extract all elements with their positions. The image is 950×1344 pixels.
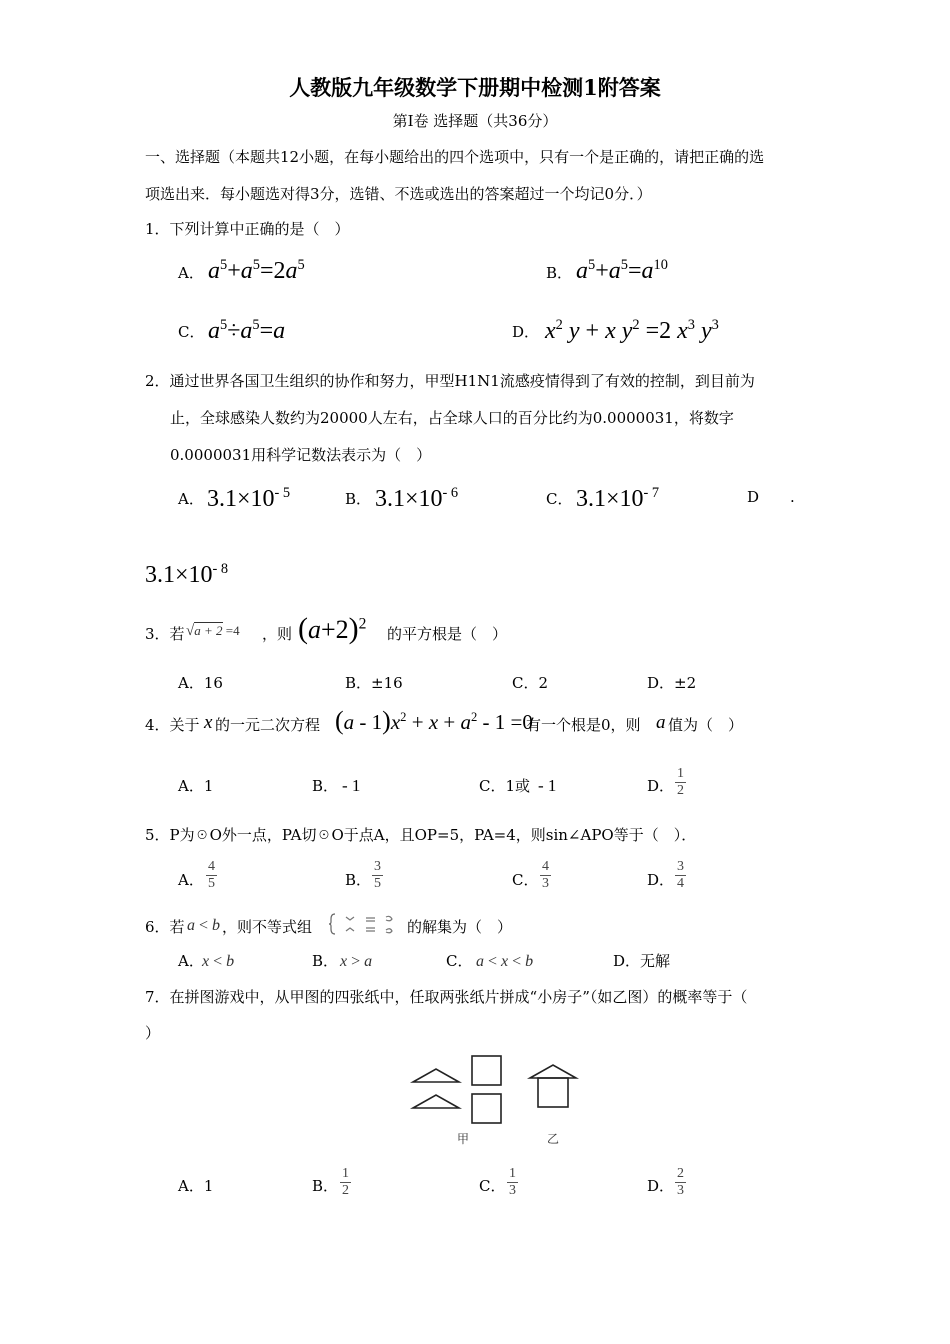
- q6-condition: a < b: [187, 917, 221, 934]
- q2-option-b-label: B．: [345, 490, 372, 508]
- question-3-middle: ，则: [262, 625, 293, 643]
- q6-option-a-label: A．: [178, 952, 204, 970]
- q7-option-d-label: D．: [647, 1177, 675, 1195]
- q4-option-b-value: - 1: [342, 776, 361, 795]
- q2-option-c-formula: $3.1\times 10^{- 7}$: [576, 485, 660, 512]
- q5-option-c-fraction: $\frac{4}{3}$: [542, 859, 549, 892]
- question-4-prefix: 4．关于: [145, 716, 200, 734]
- q1-option-b-label: B．: [546, 264, 573, 282]
- question-2-line-3: 0.0000031用科学记数法表示为（ ）: [170, 446, 432, 464]
- q7-option-b-label: B．: [312, 1177, 339, 1195]
- question-1-stem: 1．下列计算中正确的是（ ）: [145, 220, 350, 238]
- q3-option-b: B．±16: [345, 674, 403, 692]
- question-4-middle: 的一元二次方程: [215, 716, 321, 734]
- q3-option-d: D．±2: [647, 674, 697, 692]
- question-3-tail: 的平方根是（ ）: [387, 625, 508, 643]
- question-3-prefix: 3．若: [145, 625, 185, 643]
- q2-option-d-formula: $3.1\times 10^{- 8}$: [145, 561, 229, 588]
- q5-option-a-fraction: $\frac{4}{5}$: [208, 859, 215, 892]
- question-7-line-1: 7．在拼图游戏中，从甲图的四张纸中，任取两张纸片拼成“小房子”（如乙图）的概率等于（: [145, 988, 748, 1006]
- q2-option-b-formula: $3.1\times 10^{- 6}$: [375, 485, 459, 512]
- section-subtitle: 第Ⅰ卷 选择题（共36分）: [392, 112, 558, 130]
- q6-option-b-label: B．: [312, 952, 339, 970]
- square-piece-1: [472, 1056, 501, 1085]
- q7-option-b-fraction: $\frac{1}{2}$: [342, 1166, 349, 1199]
- intro-line-2: 项选出来．每小题选对得3分，选错、不选或选出的答案超过一个均记0分．）: [145, 185, 652, 203]
- q3-sqrt-expression: √a + 2 =4: [186, 623, 240, 639]
- q5-option-a-label: A．: [178, 871, 204, 889]
- q2-option-c-label: C．: [546, 490, 573, 508]
- q1-option-d-formula: $x^2$ y + x $y^2 =2$ $x^3$ $y^3$: [545, 317, 719, 344]
- q5-option-d-label: D．: [647, 871, 675, 889]
- question-2-line-2: 止，全球感染人数约为20000人左右，占全球人口的百分比约为0.0000031，将数字: [170, 409, 734, 427]
- q2-option-d-dot: .: [790, 488, 795, 506]
- q1-option-c-formula: $a^5\div a^5=a$: [208, 317, 286, 344]
- square-piece-2: [472, 1094, 501, 1123]
- q1-option-a-formula: $a^5+a^5=2a^5$: [208, 257, 305, 284]
- q2-option-a-label: A．: [178, 490, 204, 508]
- question-5-stem: 5．P为☉O外一点，PA切☉O于点A，且OP=5，PA=4，则sin∠APO等于（ ）．: [145, 826, 697, 844]
- house-body: [538, 1078, 568, 1107]
- q4-option-d-label: D．: [647, 777, 675, 795]
- triangle-piece-2: [413, 1095, 459, 1108]
- q1-option-b-formula: $a^5+a^5=a^{10}$: [576, 257, 668, 284]
- figure-label-yi: 乙: [547, 1132, 560, 1146]
- q4-option-c-value: - 1: [538, 776, 557, 795]
- q6-option-b-value: x > a: [340, 953, 373, 970]
- q4-option-a: A．1: [178, 777, 214, 795]
- q3-option-c: C．2: [512, 674, 549, 692]
- question-4-tail-2: 值为（ ）: [668, 716, 744, 734]
- question-7-line-2: ）: [145, 1024, 161, 1042]
- q5-option-b-fraction: $\frac{3}{5}$: [374, 859, 381, 892]
- q6-option-c-label: C．: [446, 952, 473, 970]
- q7-option-c-fraction: $\frac{1}{3}$: [509, 1166, 516, 1199]
- q4-option-c-label: C．1或: [479, 777, 531, 795]
- q4-variable-a: a: [656, 712, 666, 733]
- house-roof: [530, 1065, 576, 1078]
- q5-option-c-label: C．: [512, 871, 539, 889]
- q2-option-d-label: D: [747, 488, 760, 506]
- question-6-tail: 的解集为（ ）: [407, 918, 513, 936]
- q6-option-d: D．无解: [613, 952, 671, 970]
- q3-square-expression: $(a+2)^2$: [298, 612, 367, 645]
- q7-option-d-fraction: $\frac{2}{3}$: [677, 1166, 684, 1199]
- question-4-tail-1: 有一个根是0，则: [526, 716, 641, 734]
- figure-label-jia: 甲: [457, 1132, 470, 1146]
- question-6-prefix: 6．若: [145, 918, 185, 936]
- q6-inequality-system: [328, 911, 403, 941]
- q7-option-c-label: C．: [479, 1177, 506, 1195]
- q4-option-b-label: B．: [312, 777, 339, 795]
- triangle-piece-1: [413, 1069, 459, 1082]
- q4-equation: $(a - 1)x^2 + x + a^2 - 1 =0$: [335, 706, 533, 735]
- intro-line-1: 一、选择题（本题共12小题，在每小题给出的四个选项中，只有一个是正确的，请把正确的选: [145, 148, 765, 166]
- q6-option-a-value: x < b: [202, 953, 235, 970]
- q4-option-d-fraction: $\frac{1}{2}$: [677, 766, 684, 799]
- q1-option-c-label: C．: [178, 323, 205, 341]
- question-2-line-1: 2．通过世界各国卫生组织的协作和努力，甲型H1N1流感疫情得到了有效的控制，到目前为: [145, 372, 755, 390]
- q6-option-c-value: a < x < b: [476, 953, 534, 970]
- q5-option-b-label: B．: [345, 871, 372, 889]
- page-title: 人教版九年级数学下册期中检测1附答案: [289, 75, 661, 100]
- q3-option-a: A．16: [178, 674, 223, 692]
- q1-option-a-label: A．: [178, 264, 204, 282]
- q5-option-d-fraction: $\frac{3}{4}$: [677, 859, 684, 892]
- q7-option-a: A．1: [178, 1177, 214, 1195]
- q1-option-d-label: D．: [512, 323, 540, 341]
- q2-option-a-formula: $3.1\times 10^{- 5}$: [207, 485, 291, 512]
- question-6-middle: ，则不等式组: [222, 918, 313, 936]
- q4-variable-x: x: [204, 712, 213, 733]
